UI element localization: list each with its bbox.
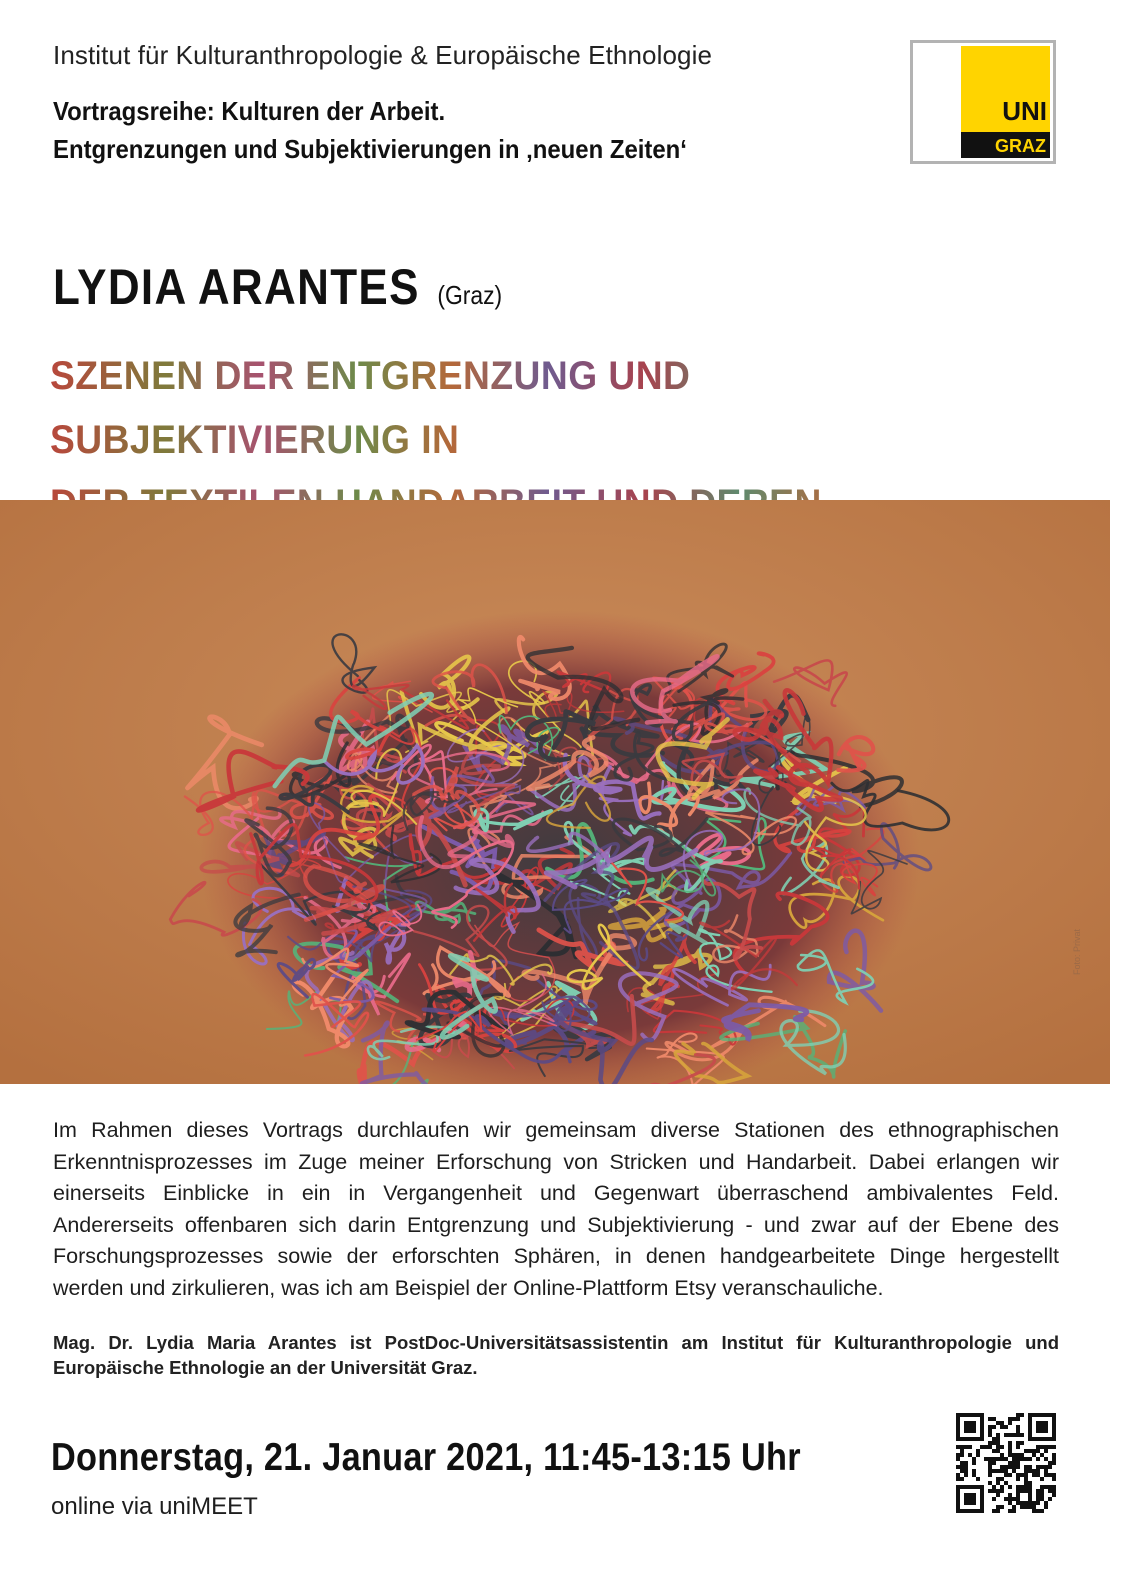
yarn-image <box>0 500 1110 1084</box>
event-venue: online via uniMEET <box>51 1493 258 1520</box>
series-subtitle: Entgrenzungen und Subjektivierungen in ‚neuen Zeiten‘ <box>53 134 687 164</box>
qr-code-icon[interactable] <box>956 1413 1056 1513</box>
lecture-series <box>53 92 687 168</box>
series-title: Vortragsreihe: Kulturen der Arbeit. <box>53 96 446 126</box>
logo-graz-text: GRAZ <box>995 136 1046 156</box>
talk-title-line1: SZENEN DER ENTGRENZUNG UND SUBJEKTIVIERUNG IN <box>50 354 691 462</box>
institute-name: Institut für Kulturanthropologie & Europäische Ethnologie <box>53 40 713 70</box>
speaker <box>53 258 502 316</box>
yarn-photo <box>0 500 1110 1084</box>
uni-graz-logo <box>910 40 1056 164</box>
speaker-name: LYDIA ARANTES <box>53 259 420 315</box>
speaker-location: (Graz) <box>437 280 503 310</box>
speaker-bio: Mag. Dr. Lydia Maria Arantes ist PostDoc-Universitätsassistentin am Institut für Kulturanthropologie und Europäische Ethnologie an der Universität Graz. <box>53 1332 1059 1378</box>
photo-credit: Foto: Privat <box>1072 928 1082 975</box>
abstract-text: Im Rahmen dieses Vortrags durchlaufen wir gemeinsam diverse Stationen des ethnographischen Erkenntnisprozesses im Zuge meiner Erforschung von Stricken und Handarbeit. Dabei erlangen wir einerseits Einblicke in ein in Vergangenheit und Gegenwart überraschend ambivalentes Feld. Andererseits offenbaren sich darin Entgrenzung und Subjektivierung - und zwar auf der Ebene des Forschungsprozesses sowie der erforschten Sphären, in denen handgearbeitete Dinge hergestellt werden und zirkulieren, was ich am Beispiel der Online-Plattform Etsy veranschauliche. <box>53 1118 1059 1300</box>
event-date: Donnerstag, 21. Januar 2021, 11:45-13:15 Uhr <box>51 1436 801 1479</box>
logo-uni-text: UNI <box>1002 96 1047 126</box>
